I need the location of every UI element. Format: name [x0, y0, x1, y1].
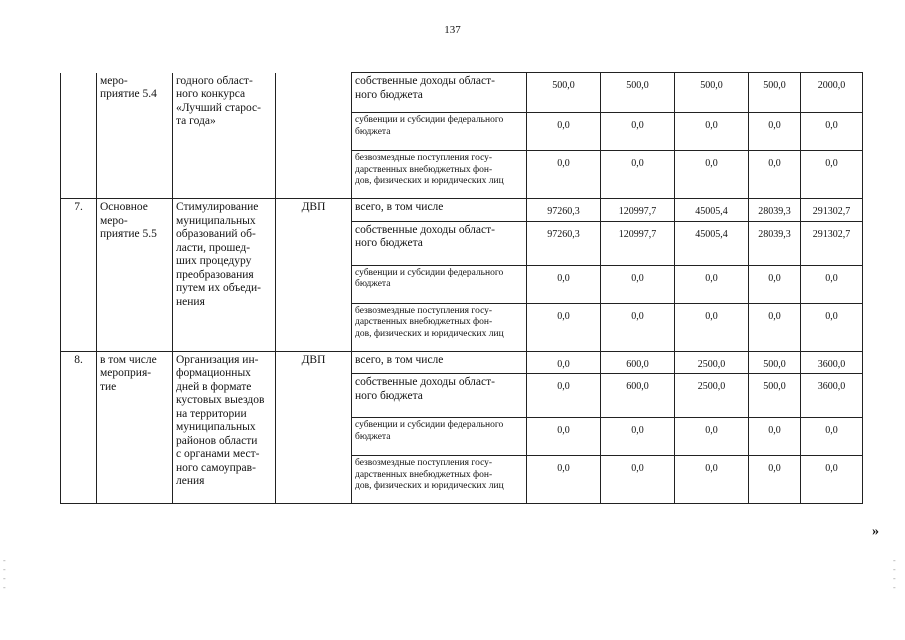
funding-value: 0,0 [527, 374, 601, 418]
table-row [61, 73, 863, 113]
funding-source: всего, в том числе [352, 199, 527, 222]
executor: ДВП [276, 351, 352, 504]
funding-value: 2000,0 [801, 73, 863, 113]
funding-source: безвозмездные поступления госу- дарственных внебюджетных фон- дов, физических и юридических лиц [352, 456, 527, 504]
funding-value: 0,0 [527, 151, 601, 199]
funding-value: 0,0 [527, 351, 601, 374]
funding-value: 0,0 [675, 113, 749, 151]
funding-value: 0,0 [801, 303, 863, 351]
funding-value: 0,0 [601, 303, 675, 351]
funding-value: 0,0 [801, 418, 863, 456]
measure-description: Организация ин- формационных дней в формате кустовых выездов на территории муниципальных районов области с органами мест- ного самоуправ- ления [173, 351, 276, 504]
funding-value: 600,0 [601, 351, 675, 374]
funding-source: субвенции и субсидии федерального бюджета [352, 113, 527, 151]
funding-value: 600,0 [601, 374, 675, 418]
funding-value: 500,0 [749, 374, 801, 418]
funding-value: 2500,0 [675, 351, 749, 374]
funding-source: субвенции и субсидии федерального бюджета [352, 265, 527, 303]
funding-value: 0,0 [601, 151, 675, 199]
funding-value: 0,0 [675, 151, 749, 199]
funding-value: 97260,3 [527, 221, 601, 265]
funding-value: 0,0 [601, 456, 675, 504]
funding-value: 2500,0 [675, 374, 749, 418]
funding-value: 0,0 [675, 456, 749, 504]
table-row [61, 351, 863, 374]
funding-value: 3600,0 [801, 351, 863, 374]
funding-value: 0,0 [749, 456, 801, 504]
measure-description: Стимулирование муниципальных образований об- ласти, прошед- ших процедуру преобразования путем их объеди- нения [173, 199, 276, 352]
row-number [61, 73, 97, 199]
row-number: 7. [61, 199, 97, 352]
funding-value: 0,0 [749, 113, 801, 151]
program-table [60, 72, 863, 504]
funding-value: 0,0 [801, 151, 863, 199]
funding-value: 120997,7 [601, 221, 675, 265]
executor: ДВП [276, 199, 352, 352]
funding-value: 28039,3 [749, 221, 801, 265]
funding-value: 0,0 [601, 418, 675, 456]
funding-value: 0,0 [675, 418, 749, 456]
funding-value: 291302,7 [801, 199, 863, 222]
funding-value: 97260,3 [527, 199, 601, 222]
left-margin-marks: - - - - [3, 556, 6, 592]
page-number: 137 [444, 24, 461, 36]
funding-value: 0,0 [801, 113, 863, 151]
funding-source: безвозмездные поступления госу- дарственных внебюджетных фон- дов, физических и юридических лиц [352, 151, 527, 199]
funding-value: 45005,4 [675, 199, 749, 222]
funding-value: 0,0 [601, 113, 675, 151]
funding-value: 0,0 [675, 303, 749, 351]
funding-value: 0,0 [527, 456, 601, 504]
funding-value: 500,0 [749, 351, 801, 374]
funding-value: 3600,0 [801, 374, 863, 418]
funding-value: 500,0 [675, 73, 749, 113]
table-row [61, 199, 863, 222]
funding-value: 45005,4 [675, 221, 749, 265]
measure-name: меро- приятие 5.4 [97, 73, 173, 199]
funding-value: 0,0 [527, 303, 601, 351]
funding-value: 0,0 [801, 265, 863, 303]
funding-value: 0,0 [749, 151, 801, 199]
funding-source: собственные доходы област- ного бюджета [352, 374, 527, 418]
right-margin-marks: - - - - [893, 556, 896, 592]
funding-value: 0,0 [675, 265, 749, 303]
measure-description: годного област- ного конкурса «Лучший старос- та года» [173, 73, 276, 199]
funding-value: 0,0 [527, 418, 601, 456]
funding-value: 0,0 [749, 418, 801, 456]
funding-value: 500,0 [749, 73, 801, 113]
row-number: 8. [61, 351, 97, 504]
funding-source: безвозмездные поступления госу- дарственных внебюджетных фон- дов, физических и юридических лиц [352, 303, 527, 351]
funding-value: 500,0 [527, 73, 601, 113]
funding-value: 0,0 [527, 113, 601, 151]
funding-value: 0,0 [801, 456, 863, 504]
funding-source: собственные доходы област- ного бюджета [352, 73, 527, 113]
measure-name: в том числе мероприя- тие [97, 351, 173, 504]
funding-value: 0,0 [749, 303, 801, 351]
funding-source: всего, в том числе [352, 351, 527, 374]
measure-name: Основное меро- приятие 5.5 [97, 199, 173, 352]
funding-value: 120997,7 [601, 199, 675, 222]
funding-value: 0,0 [601, 265, 675, 303]
funding-source: субвенции и субсидии федерального бюджета [352, 418, 527, 456]
funding-value: 500,0 [601, 73, 675, 113]
funding-value: 291302,7 [801, 221, 863, 265]
funding-value: 0,0 [527, 265, 601, 303]
funding-source: собственные доходы област- ного бюджета [352, 221, 527, 265]
funding-value: 0,0 [749, 265, 801, 303]
executor [276, 73, 352, 199]
funding-value: 28039,3 [749, 199, 801, 222]
closing-quote: » [872, 524, 879, 539]
